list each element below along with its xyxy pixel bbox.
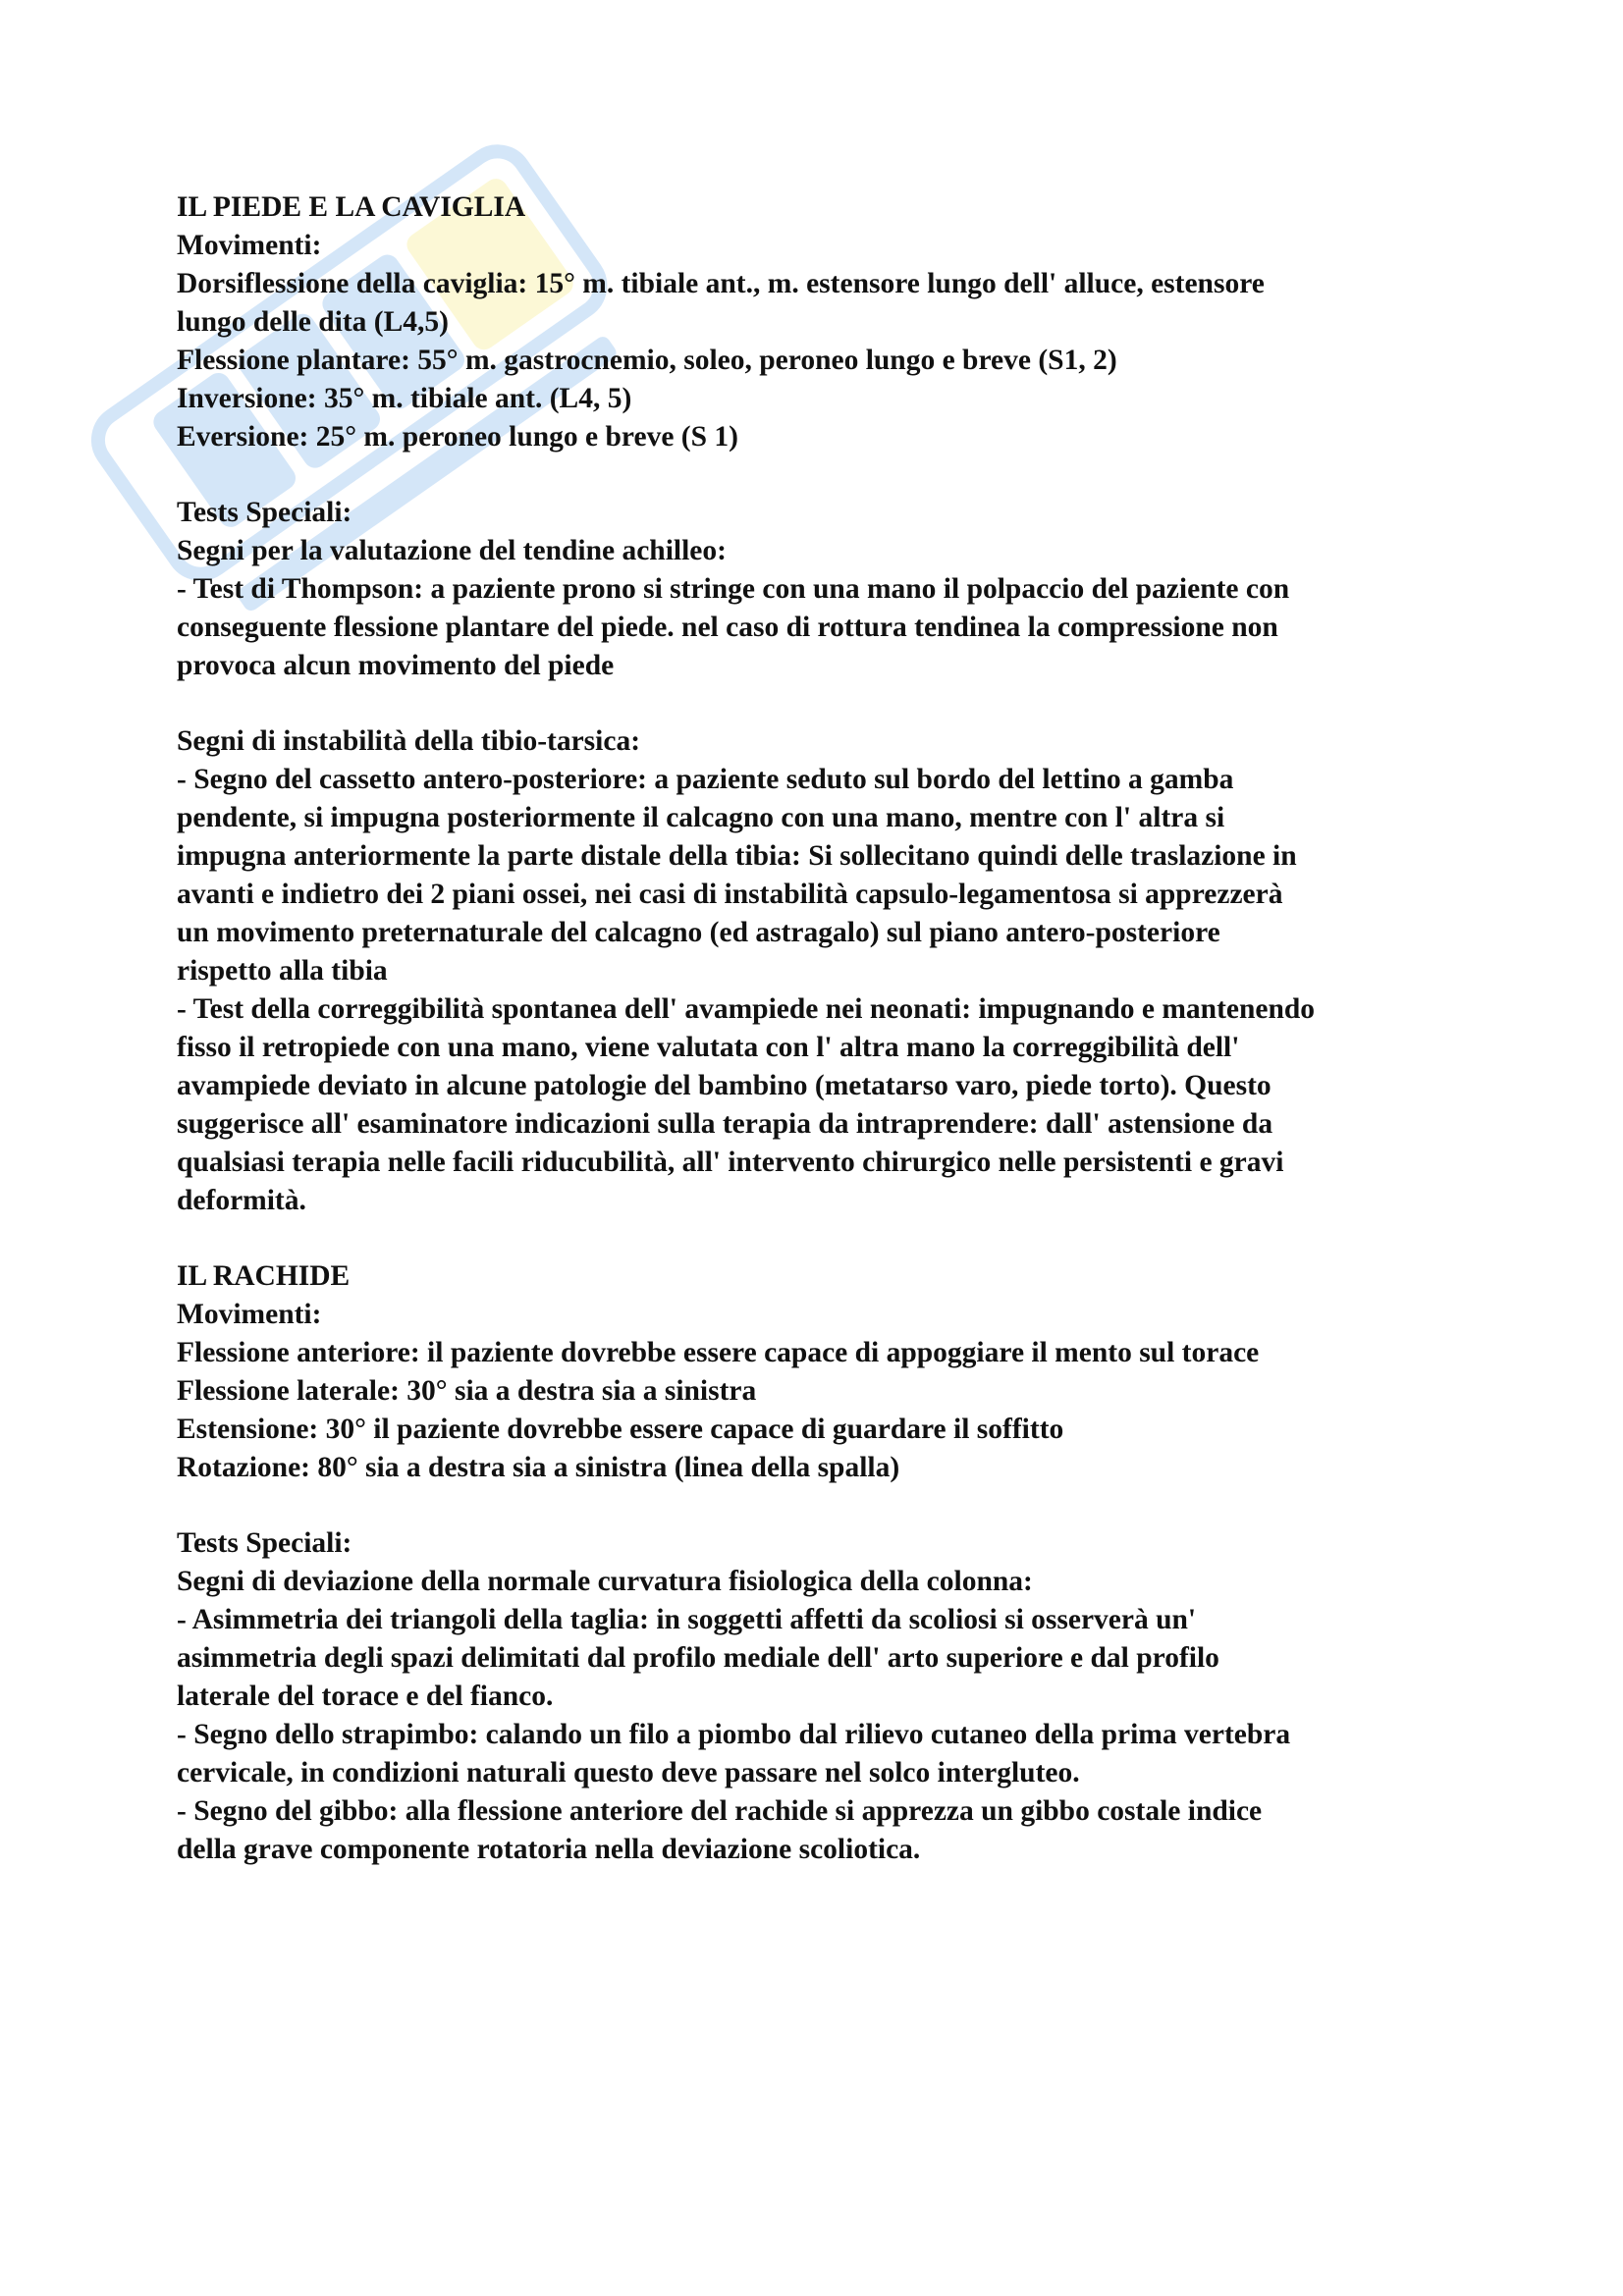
text-line: - Asimmetria dei triangoli della taglia: in soggetti affetti da scoliosi si osserverà un' — [177, 1604, 1197, 1635]
text-line: Tests Speciali: — [177, 1527, 352, 1559]
text-line: impugna anteriormente la parte distale della tibia: Si sollecitano quindi delle traslazione in — [177, 840, 1297, 872]
text-line: un movimento preternaturale del calcagno (ed astragalo) sul piano antero-posteriore — [177, 917, 1220, 948]
text-line: suggerisce all' esaminatore indicazioni sulla terapia da intraprendere: dall' astensione da — [177, 1108, 1273, 1140]
text-line: rispetto alla tibia — [177, 955, 388, 987]
text-line: Estensione: 30° il paziente dovrebbe essere capace di guardare il soffitto — [177, 1414, 1064, 1445]
text-line: cervicale, in condizioni naturali questo deve passare nel solco intergluteo. — [177, 1757, 1080, 1789]
text-line: deformità. — [177, 1185, 306, 1216]
text-line: Flessione plantare: 55° m. gastrocnemio, soleo, peroneo lungo e breve (S1, 2) — [177, 345, 1117, 376]
text-line: Flessione laterale: 30° sia a destra sia a sinistra — [177, 1375, 757, 1407]
text-line: conseguente flessione plantare del piede. nel caso di rottura tendinea la compressione non — [177, 612, 1278, 643]
text-line: Flessione anteriore: il paziente dovrebbe essere capace di appoggiare il mento sul torace — [177, 1337, 1260, 1368]
text-line: Movimenti: — [177, 230, 322, 261]
text-line: Eversione: 25° m. peroneo lungo e breve (S 1) — [177, 421, 738, 453]
text-line: IL RACHIDE — [177, 1260, 351, 1292]
blank-line — [177, 456, 1453, 494]
text-line: Tests Speciali: — [177, 497, 352, 528]
text-line: Segni di instabilità della tibio-tarsica: — [177, 725, 641, 757]
text-line: provoca alcun movimento del piede — [177, 650, 615, 681]
text-line: laterale del torace e del fianco. — [177, 1681, 554, 1712]
text-line: fisso il retropiede con una mano, viene valutata con l' altra mano la correggibilità dell' — [177, 1032, 1240, 1063]
blank-line — [177, 1487, 1453, 1524]
text-line: - Segno del cassetto antero-posteriore: a paziente seduto sul bordo del lettino a gamba — [177, 764, 1234, 795]
text-line: Segni di deviazione della normale curvatura fisiologica della colonna: — [177, 1566, 1033, 1597]
text-line: Rotazione: 80° sia a destra sia a sinistra (linea della spalla) — [177, 1452, 900, 1483]
text-line: asimmetria degli spazi delimitati dal profilo mediale dell' arto superiore e dal profilo — [177, 1642, 1219, 1674]
text-line: della grave componente rotatoria nella deviazione scoliotica. — [177, 1834, 921, 1865]
text-line: Inversione: 35° m. tibiale ant. (L4, 5) — [177, 383, 632, 414]
text-line: Segni per la valutazione del tendine achilleo: — [177, 535, 727, 566]
text-line: avanti e indietro dei 2 piani ossei, nei casi di instabilità capsulo-legamentosa si apprezzerà — [177, 879, 1283, 910]
text-line: - Segno dello strapimbo: calando un filo a piombo dal rilievo cutaneo della prima vertebra — [177, 1719, 1291, 1750]
document-body — [177, 188, 1453, 1869]
text-line: avampiede deviato in alcune patologie del bambino (metatarso varo, piede torto). Questo — [177, 1070, 1271, 1101]
text-line: Movimenti: — [177, 1299, 322, 1330]
text-line: pendente, si impugna posteriormente il calcagno con una mano, mentre con l' altra si — [177, 802, 1225, 833]
text-line: - Segno del gibbo: alla flessione anteriore del rachide si apprezza un gibbo costale indice — [177, 1795, 1263, 1827]
text-line: lungo delle dita (L4,5) — [177, 306, 449, 338]
text-line: - Test della correggibilità spontanea dell' avampiede nei neonati: impugnando e mantenendo — [177, 993, 1316, 1025]
blank-line — [177, 685, 1453, 722]
text-line: Dorsiflessione della caviglia: 15° m. tibiale ant., m. estensore lungo dell' alluce, estensore — [177, 268, 1265, 299]
blank-line — [177, 1220, 1453, 1257]
text-line: IL PIEDE E LA CAVIGLIA — [177, 191, 526, 223]
text-line: - Test di Thompson: a paziente prono si stringe con una mano il polpaccio del paziente con — [177, 573, 1290, 605]
text-line: qualsiasi terapia nelle facili riducubilità, all' intervento chirurgico nelle persistenti e gravi — [177, 1147, 1284, 1178]
